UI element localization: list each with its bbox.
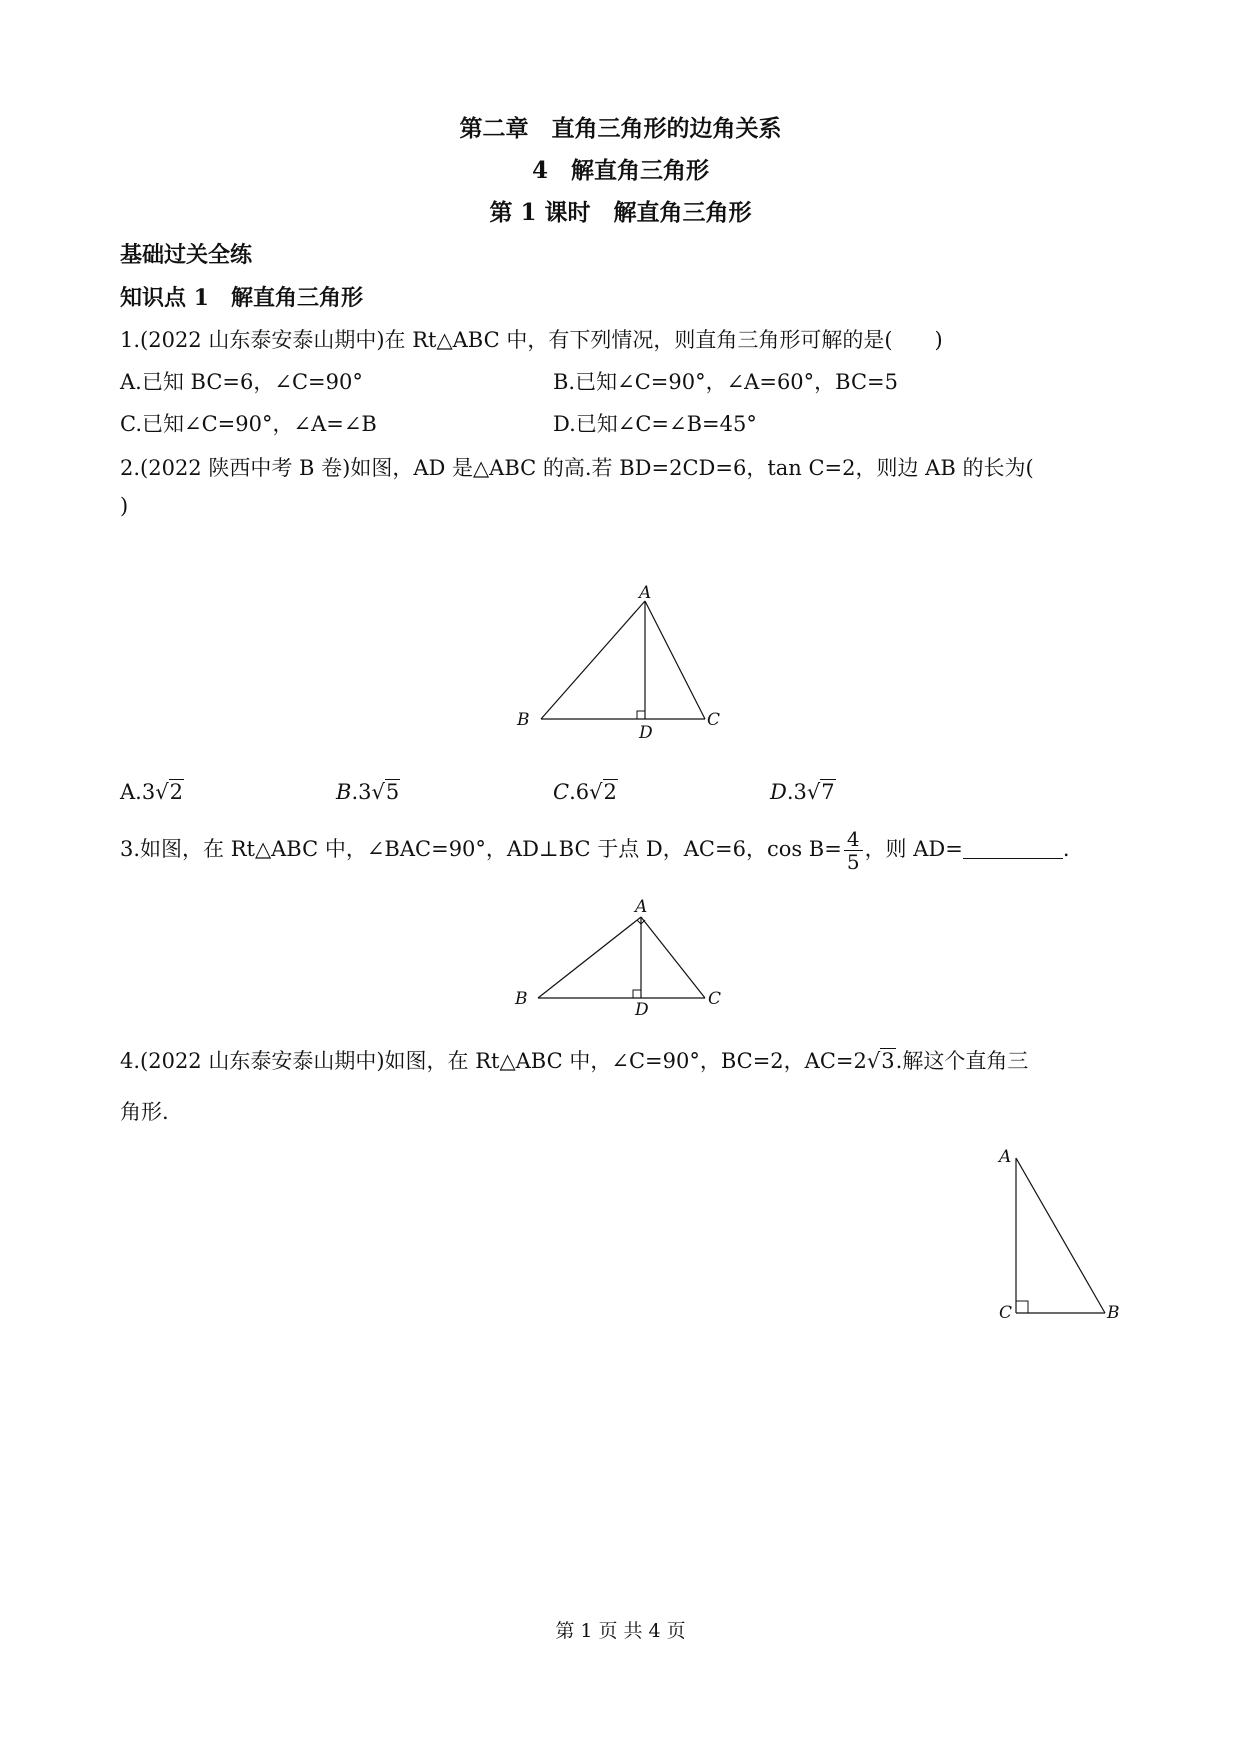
q2-side-ab xyxy=(541,601,645,719)
q2-side-ac xyxy=(645,601,705,719)
q2-option-b: B.3√5 xyxy=(336,780,400,804)
q1-option-b: B.已知∠C=90°，∠A=60°，BC=5 xyxy=(553,370,899,394)
lesson-title: 第 1 课时 解直角三角形 xyxy=(489,199,752,226)
section-title: 4 解直角三角形 xyxy=(531,157,709,184)
q3-fraction: $\frac{4}{5}$ xyxy=(844,828,863,873)
q3-answer-blank[interactable] xyxy=(963,837,1063,859)
q3-label-d: D xyxy=(635,1000,649,1015)
q1-option-c: C.已知∠C=90°，∠A=∠B xyxy=(120,412,377,436)
q2-option-d: D.3√7 xyxy=(770,780,835,804)
q1-option-d: D.已知∠C=∠B=45° xyxy=(553,412,757,436)
q3-triangle-figure xyxy=(500,890,740,1015)
q4-stem-line2: 角形. xyxy=(120,1100,169,1124)
page-footer: 第 1 页 共 4 页 xyxy=(555,1620,686,1642)
q2-label-c: C xyxy=(707,710,721,730)
q4-triangle-figure xyxy=(995,1140,1135,1330)
q2-stem-line1: 2.(2022 陕西中考 B 卷)如图，AD 是△ABC 的高.若 BD=2CD=6，tan C=2，则边 AB 的长为( xyxy=(120,456,1034,480)
q4-stem-line1: 4.(2022 山东泰安泰山期中)如图，在 Rt△ABC 中，∠C=90°，BC=2，AC=2√3.解这个直角三 xyxy=(120,1049,1029,1073)
q2-option-c: C.6√2 xyxy=(553,780,617,804)
q2-right-angle-mark xyxy=(637,711,645,719)
knowledge-point-title: 知识点 1 解直角三角形 xyxy=(120,285,363,311)
q2-label-a: A xyxy=(639,585,652,603)
q2-label-d: D xyxy=(639,723,653,740)
q2-stem-line2: ) xyxy=(120,494,129,518)
chapter-title: 第二章 直角三角形的边角关系 xyxy=(459,115,782,142)
q3-stem: 3.如图，在 Rt△ABC 中，∠BAC=90°，AD⊥BC 于点 D，AC=6，cos B= $\frac{4}{5}$ ，则 AD= . xyxy=(120,827,1070,874)
q2-option-a: A.3√2 xyxy=(120,780,183,804)
part-title: 基础过关全练 xyxy=(120,242,253,268)
q1-stem: 1.(2022 山东泰安泰山期中)在 Rt△ABC 中，有下列情况，则直角三角形可解的是( ) xyxy=(120,328,943,352)
q4-label-b: B xyxy=(1107,1303,1120,1323)
q2-triangle-figure xyxy=(500,585,740,740)
q4-label-c: C xyxy=(999,1303,1013,1323)
q1-option-a: A.已知 BC=6，∠C=90° xyxy=(120,370,363,394)
q3-label-c: C xyxy=(708,989,722,1009)
q4-label-a: A xyxy=(999,1147,1012,1167)
q2-label-b: B xyxy=(517,710,530,730)
q3-label-b: B xyxy=(515,989,528,1009)
q3-label-a: A xyxy=(635,897,648,917)
